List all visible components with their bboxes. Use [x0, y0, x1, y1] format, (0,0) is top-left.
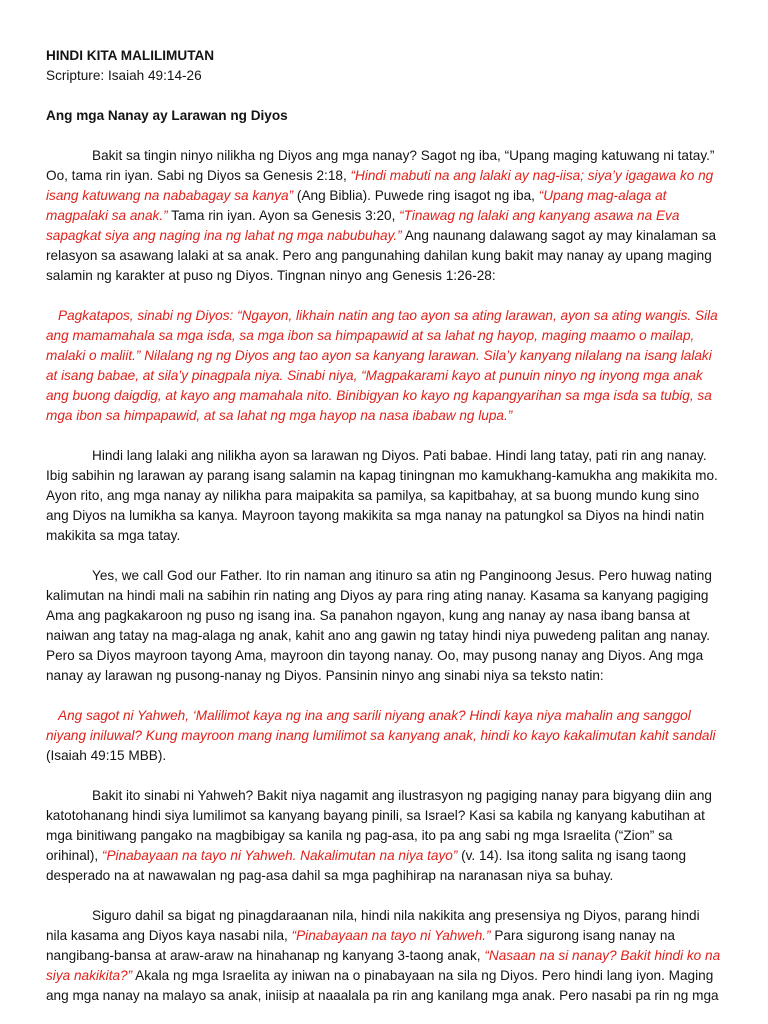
paragraph-1-quote-2: “Upang mag-alaga at magpalaki sa anak.”	[46, 188, 667, 223]
paragraph-1-text-3: Tama rin iyan. Ayon sa Genesis 3:20,	[167, 208, 400, 223]
paragraph-2: Hindi lang lalaki ang nilikha ayon sa larawan ng Diyos. Pati babae. Hindi lang tatay, pati rin ang nanay. Ibig sabihin ng larawan ay parang isang salamin na kapag tiningnan mo kamukhang-kamukha ang makikita mo. Ayon rito, ang mga nanay ay nilikha para maipakita sa pamilya, sa kapitbahay, at sa buong mundo kung sino ang Diyos na lumikha sa kanya. Mayroon tayong makikita sa mga nanay na patungkol sa Diyos na hindi natin makikita sa mga tatay.	[46, 448, 718, 543]
section-heading: Ang mga Nanay ay Larawan ng Diyos	[46, 108, 288, 123]
paragraph-5-quote-1: “Pinabayaan na tayo ni Yahweh.”	[291, 928, 491, 943]
paragraph-1-quote-3: “Tinawag ng lalaki ang kanyang asawa na Eva sapagkat siya ang naging ina ng lahat ng mga nabubuhay.”	[46, 208, 680, 243]
isaiah-quote-reference: (Isaiah 49:15 MBB).	[46, 748, 167, 763]
document-title: HINDI KITA MALILIMUTAN	[46, 48, 215, 63]
paragraph-1-text-4: Ang naunang dalawang sagot ay may kinalaman sa relasyon sa asawang lalaki at sa anak. Pero ang pangunahing dahilan kung bakit may nanay ay upang maging salamin ng karakter at puso ng Diyos. Tingnan ninyo ang Genesis 1:26-28:	[46, 228, 717, 283]
paragraph-5-quote-2: “Nasaan na si nanay? Bakit hindi ko na siya nakikita?”	[46, 948, 721, 983]
isaiah-quote-text: Ang sagot ni Yahweh, ‘Malilimot kaya ng ina ang sarili niyang anak? Hindi kaya niya mahalin ang sanggol niyang iniluwal? Kung mayroon mang inang lumilimot sa kanyang anak, hindi ko kayo kakalimutan kahit sandali	[46, 708, 716, 743]
paragraph-1	[46, 146, 724, 286]
paragraph-1-text-2: (Ang Biblia). Puwede ring isagot ng iba,	[293, 188, 539, 203]
paragraph-4	[46, 786, 724, 886]
scripture-quote-isaiah	[46, 706, 724, 766]
paragraph-1-text-1: Bakit sa tingin ninyo nilikha ng Diyos ang mga nanay? Sagot ng iba, “Upang maging katuwang ni tatay.” Oo, tama rin iyan. Sabi ng Diyos sa Genesis 2:18,	[46, 148, 715, 183]
paragraph-4-text-1: Bakit ito sinabi ni Yahweh? Bakit niya nagamit ang ilustrasyon ng pagiging nanay para bigyang diin ang katotohanang hindi siya lumilimot sa kanyang bayang pinili, sa Israel? Kasi sa kabila ng kanyang kabutihan at mga binitiwang pangako na magbibigay sa kanila ng pag-asa, ito pa ang sabi ng mga Israelita (“Zion” sa orihinal),	[46, 788, 712, 863]
paragraph-4-text-2: (v. 14). Isa itong salita ng isang taong desperado na at nawawalan ng pag-asa dahil sa mga paghihirap na naranasan niya sa buhay.	[46, 848, 687, 883]
paragraph-5-text-1: Siguro dahil sa bigat ng pinagdaraanan nila, hindi nila nakikita ang presensiya ng Diyos, parang hindi nila kasama ang Diyos kaya nasabi nila,	[46, 908, 700, 943]
paragraph-5-text-2: Para sigurong isang nanay na nangibang-bansa at araw-araw na hinahanap ng kanyang 3-taong anak,	[46, 928, 675, 963]
paragraph-1-quote-1: “Hindi mabuti na ang lalaki ay nag-iisa; siya’y igagawa ko ng isang katuwang na nababagay sa kanya”	[46, 168, 714, 203]
paragraph-4-quote-1: “Pinabayaan na tayo ni Yahweh. Nakalimutan na niya tayo”	[101, 848, 458, 863]
scripture-quote-genesis: Pagkatapos, sinabi ng Diyos: “Ngayon, likhain natin ang tao ayon sa ating larawan, ayon sa ating wangis. Sila ang mamamahala sa mga isda, sa mga ibon sa himpapawid at sa lahat ng hayop, maging maamo o mailap, malaki o maliit.” Nilalang ng ng Diyos ang tao ayon sa kanyang larawan. Sila’y kanyang nilalang na isang lalaki at isang babae, at sila’y pinagpala niya. Sinabi niya, “Magpakarami kayo at punuin ninyo ng inyong mga anak ang buong daigdig, at kayo ang mamahala nito. Binibigyan ko kayo ng kapangyarihan sa mga isda sa tubig, sa mga ibon sa himpapawid, at sa lahat ng mga hayop na nasa ibabaw ng lupa.”	[46, 308, 718, 423]
paragraph-5	[46, 906, 724, 1006]
paragraph-5-text-3: Akala ng mga Israelita ay iniwan na o pinabayaan na sila ng Diyos. Pero hindi lang iyon. Maging ang mga nanay na malayo sa anak, iniisip at naaalala pa rin ang kanilang mga anak. Pero nasabi pa rin ng mga	[46, 968, 719, 1003]
scripture-reference: Scripture: Isaiah 49:14-26	[46, 68, 202, 83]
paragraph-3: Yes, we call God our Father. Ito rin naman ang itinuro sa atin ng Panginoong Jesus. Pero huwag nating kalimutan na hindi mali na sabihin rin nating ang Diyos ay para ring ating nanay. Kasama sa kanyang pagiging Ama ang pagkakaroon ng puso ng isang ina. Sa panahon ngayon, kung ang nanay ay nasa ibang bansa at naiwan ang tatay na mag-alaga ng anak, kahit ano ang gawin ng tatay hindi niya puwedeng palitan ang nanay. Pero sa Diyos mayroon tayong Ama, mayroon din tayong nanay. Oo, may pusong nanay ang Diyos. Ang mga nanay ay larawan ng pusong-nanay ng Diyos. Pansinin ninyo ang sinabi niya sa teksto natin:	[46, 568, 712, 683]
